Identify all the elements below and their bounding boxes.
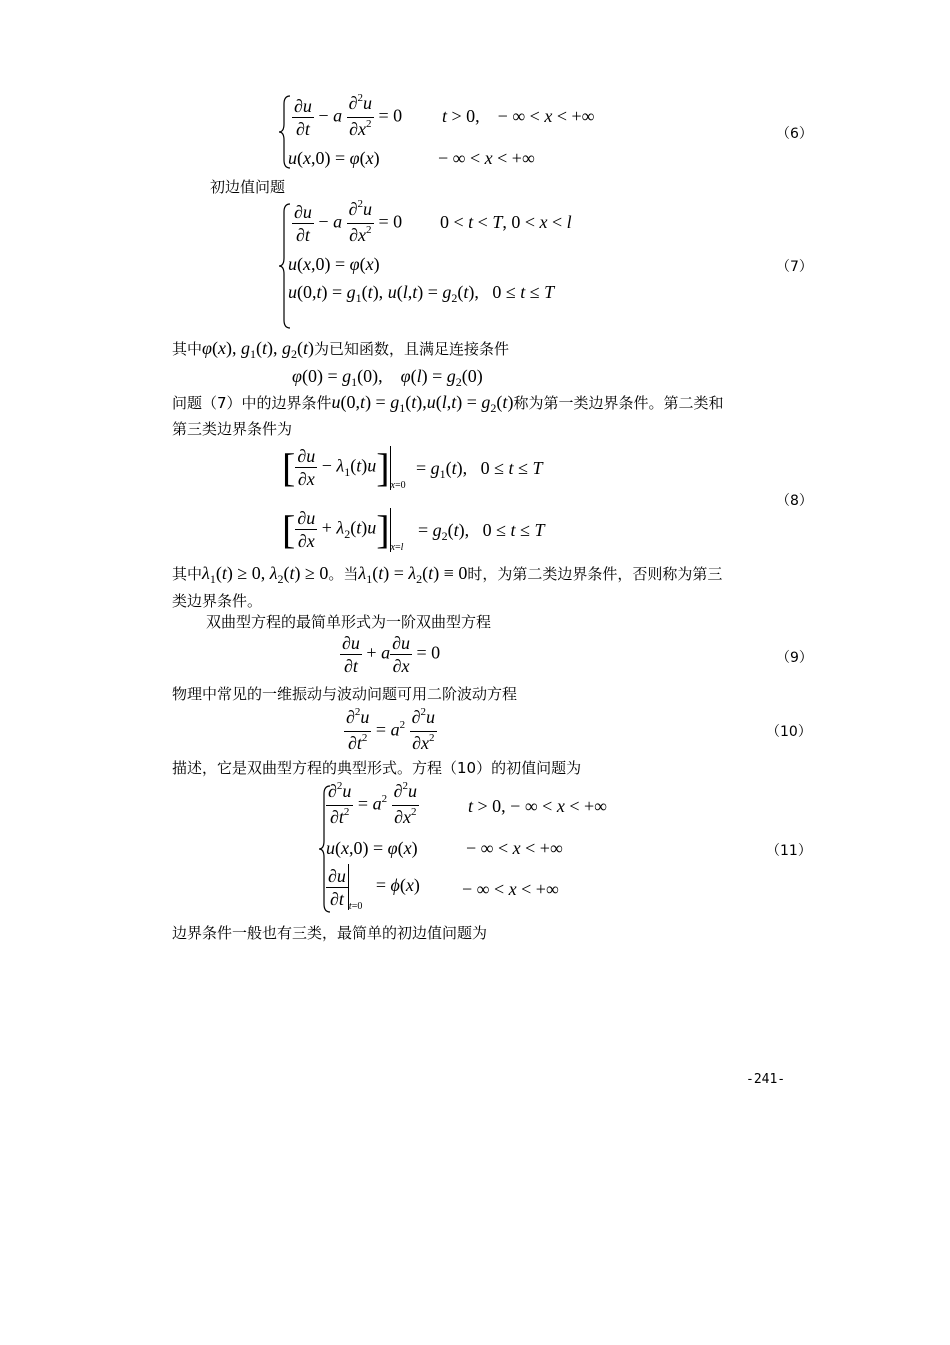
eq9-number: （9）: [776, 650, 813, 666]
first-kind-prefix: 问题（7）中的边界条件: [172, 394, 332, 412]
eq7-line3: $u(0,t) = g_1(t)$, $u(l,t) = g_2(t)$, 0 ≤ t ≤ T: [288, 282, 555, 305]
physics-line: 物理中常见的一维振动与波动问题可用二阶波动方程: [172, 685, 518, 703]
eq11-number: （11）: [766, 843, 812, 859]
eq6-number: （6）: [776, 126, 813, 142]
heading-init-boundary: 初边值问题: [210, 178, 286, 196]
eq6-line2-cond: − ∞ < x < +∞: [438, 148, 535, 168]
eq6-line2: u(x,0) = φ(x): [288, 148, 380, 168]
eq10-number: （10）: [766, 724, 812, 740]
eq11-line1-cond: t > 0, − ∞ < x < +∞: [468, 796, 607, 816]
eq8-line1: [ $\frac{\partial u}{\partial x}$ − $\lambda_1(t)u]_{x=0}$: [282, 445, 406, 491]
first-kind-suffix: 称为第一类边界条件。第二类和: [513, 394, 724, 412]
eq9: $\frac{\partial u}{\partial t}$ + a $\frac{\partial u}{\partial x}$ = 0: [342, 633, 441, 676]
known-funcs-suffix: 为已知函数，且满足连接条件: [314, 340, 510, 358]
eq7-line2: u(x,0) = φ(x): [288, 254, 380, 274]
known-funcs-prefix: 其中: [172, 340, 203, 358]
eq8-line2: [ $\frac{\partial u}{\partial x}$ + $\lambda_2(t)u]_{x=l}$: [282, 507, 404, 553]
eq6-block: [278, 92, 678, 172]
eq11-line1: $\frac{\partial^2u}{\partial t^2}$ = $a^2$ $\frac{\partial^2u}{\partial x^2}$: [328, 780, 417, 827]
lambda-mid: 。当: [328, 565, 359, 583]
eq8-line2-rhs: = $g_2(t)$, 0 ≤ t ≤ T: [418, 520, 545, 543]
eq11-line3: $\frac{\partial u}{\partial t}$ $_{t=0}$ = ϕ(x): [328, 865, 420, 913]
compatibility-condition: $\varphi(0) = g_1(0)$, $\varphi(l) = g_2(0)$: [292, 366, 483, 389]
lambda-suffix: 时，为第二类边界条件，否则称为第三: [467, 565, 723, 583]
eq7-line1-cond: 0 < t < T, 0 < x < l: [440, 212, 572, 232]
eq7-number: （7）: [776, 259, 813, 275]
eq11-line2-cond: − ∞ < x < +∞: [466, 838, 563, 858]
eq8-block: [282, 444, 602, 560]
eq10: $\frac{\partial^2u}{\partial t^2}$ = $a^2$ $\frac{\partial^2u}{\partial x^2}$: [346, 706, 435, 753]
page-number: -241-: [746, 1072, 786, 1087]
lambda-line-2: 类边界条件。: [172, 592, 263, 610]
hyperbolic-intro: 双曲型方程的最简单形式为一阶双曲型方程: [206, 613, 492, 631]
boundary-three-line: 边界条件一般也有三类，最简单的初边值问题为: [172, 924, 488, 942]
eq11-line2: u(x,0) = φ(x): [326, 838, 418, 858]
lambda-prefix: 其中: [172, 565, 203, 583]
eq6-line1-cond: t > 0, − ∞ < x < +∞: [442, 106, 595, 126]
known-funcs-line: 其中φ(x), $g_1(t)$, $g_2(t)$为已知函数，且满足连接条件: [172, 338, 510, 361]
eq7-block: [278, 198, 698, 332]
eq11-block: [318, 780, 638, 916]
eq7-line1: $\frac{\partial u}{\partial t}$ − a $\frac{\partial^2u}{\partial x^2}$ = 0: [294, 198, 403, 245]
describe-line: 描述，它是双曲型方程的典型形式。方程（10）的初值问题为: [172, 759, 582, 777]
eq11-line3-cond: − ∞ < x < +∞: [462, 879, 559, 899]
eq8-number: （8）: [776, 493, 813, 509]
first-kind-line: 问题（7）中的边界条件$u(0,t) = g_1(t),u(l,t) = g_2(t)$称为第一类边界条件。第二类和: [172, 392, 724, 415]
third-kind-line: 第三类边界条件为: [172, 420, 293, 438]
lambda-line: 其中$\lambda_1(t) \ge 0$, $\lambda_2(t) \ge 0$。当$\lambda_1(t) = \lambda_2(t) \equiv 0$时，为第二类边界条件，否则称为第三: [172, 563, 723, 586]
eq6-line1: $\frac{\partial u}{\partial t}$ − a $\frac{\partial^2u}{\partial x^2}$ = 0: [294, 92, 403, 139]
eq8-line1-rhs: = $g_1(t)$, 0 ≤ t ≤ T: [416, 458, 543, 481]
